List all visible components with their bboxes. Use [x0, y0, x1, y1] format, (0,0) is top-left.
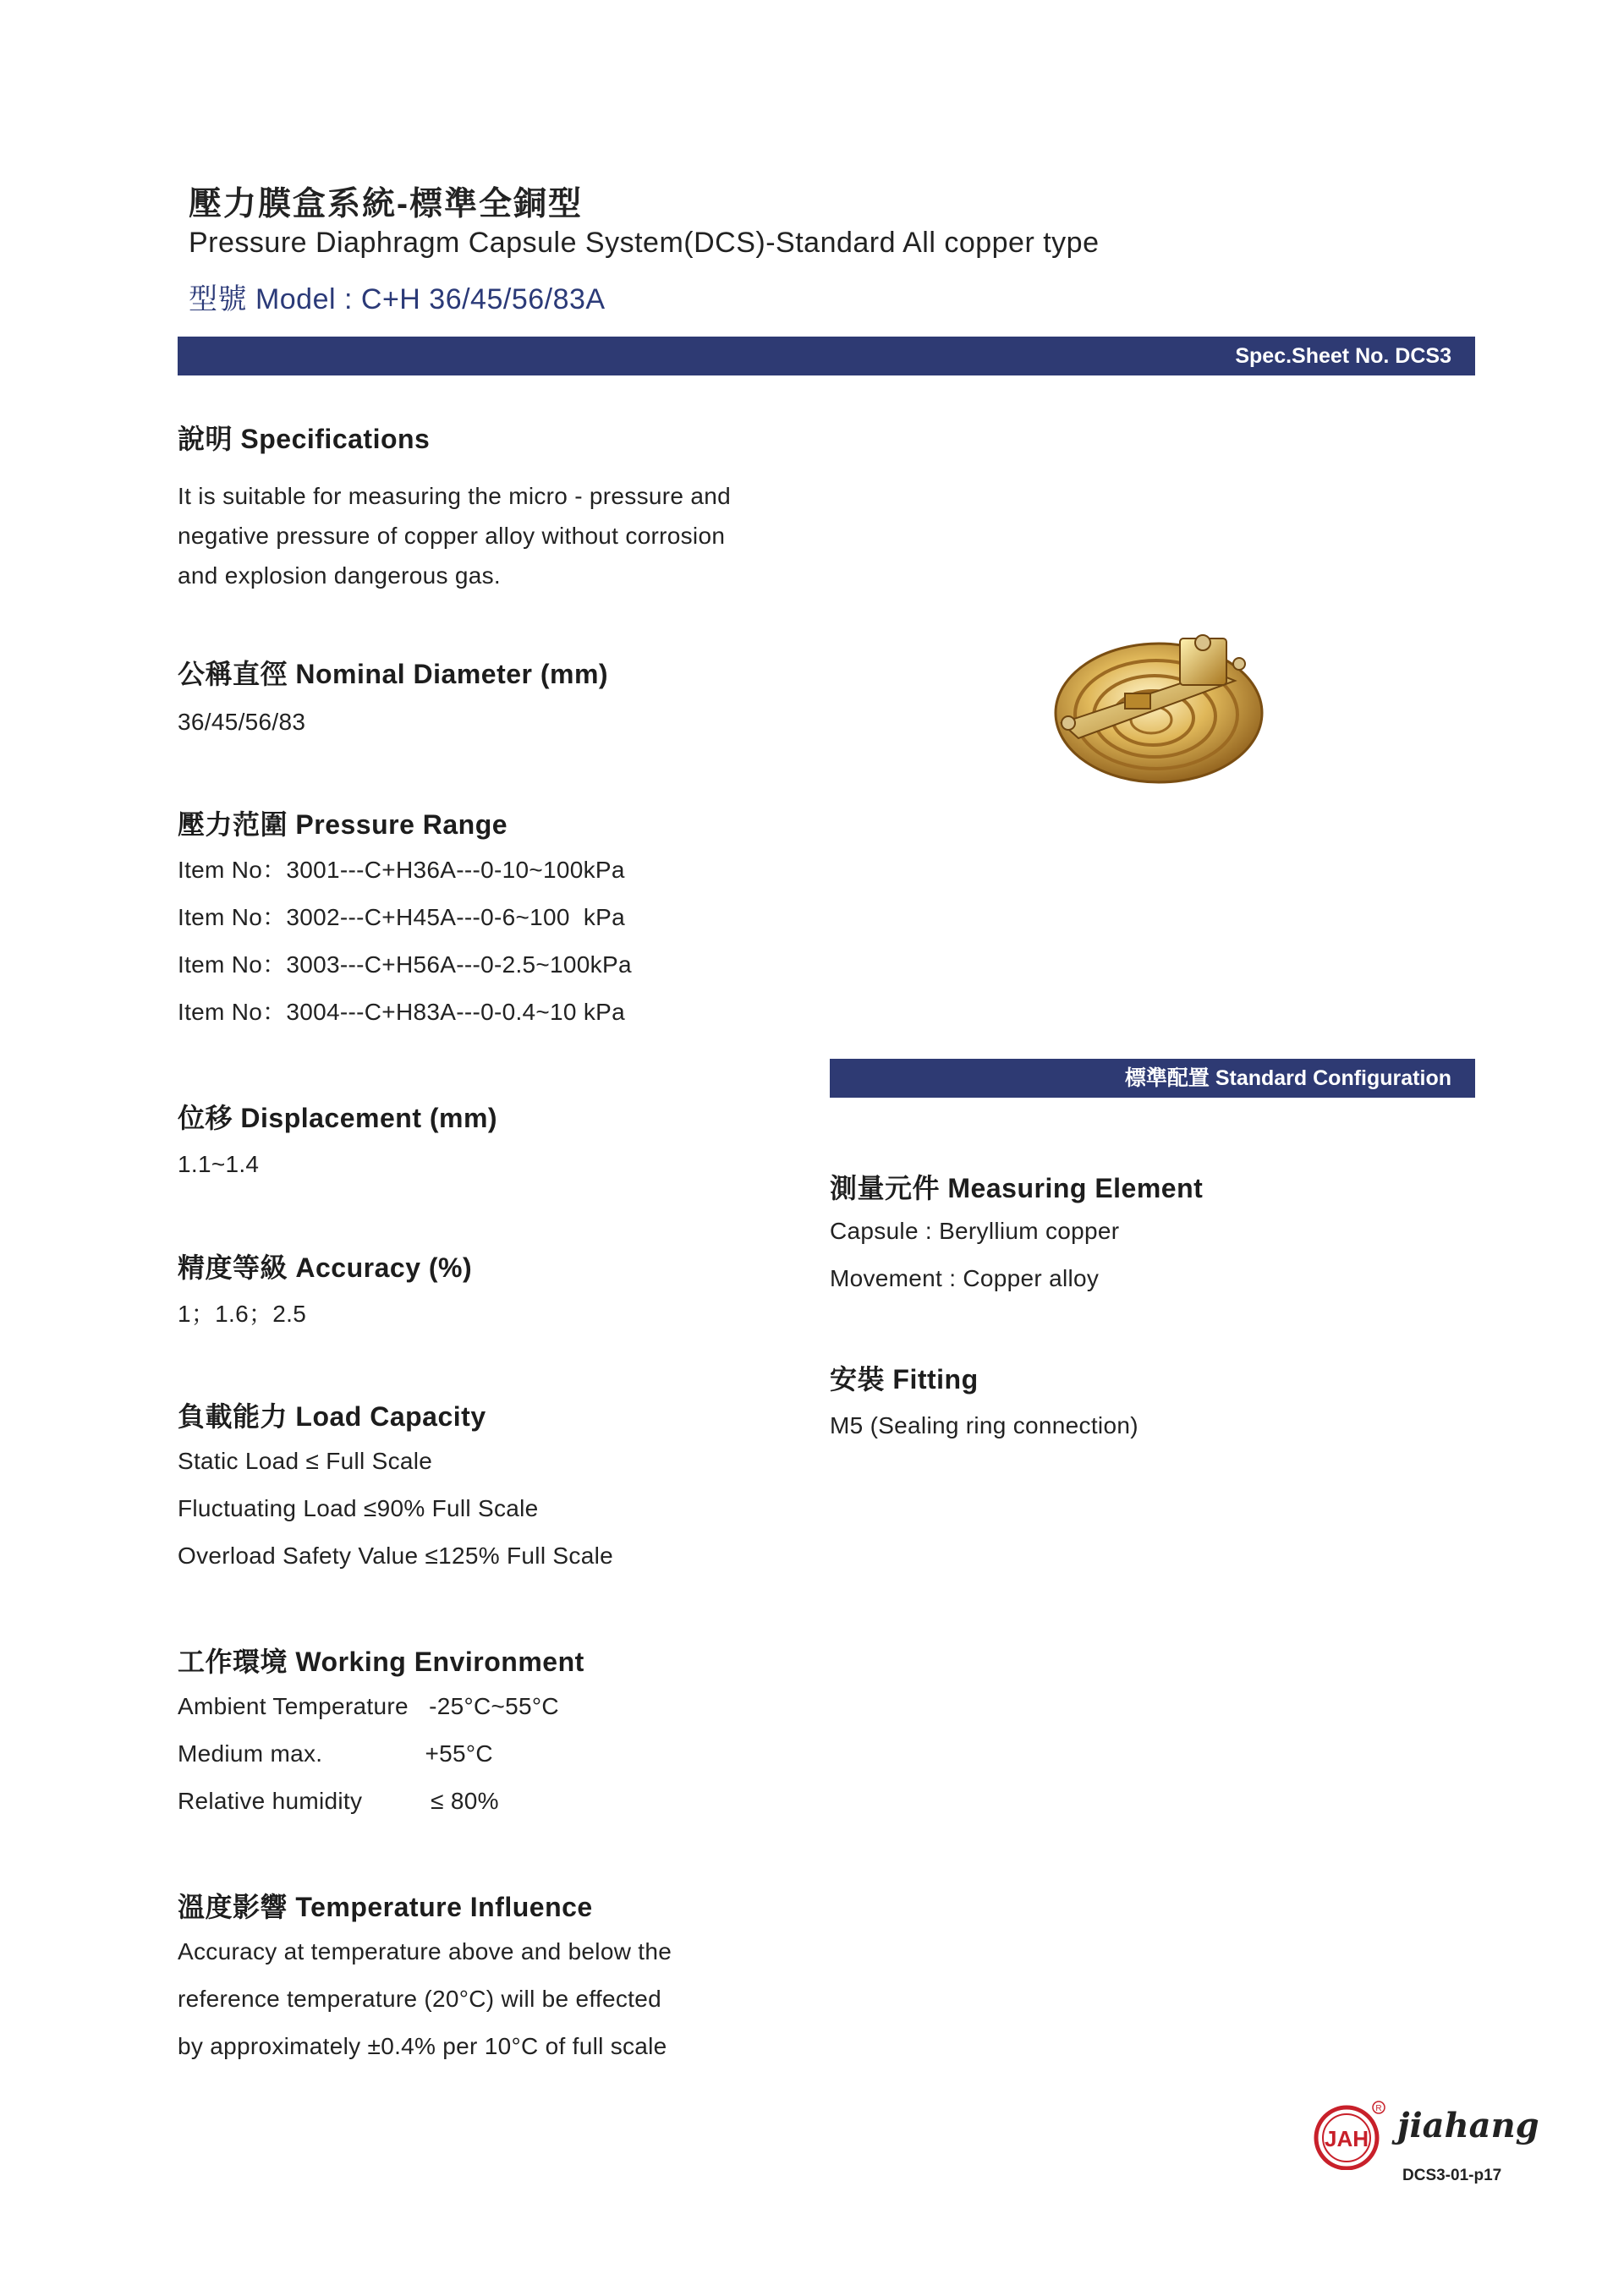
environment-item: Relative humidity ≤ 80% [178, 1788, 499, 1814]
measuring-element-list [830, 1208, 1119, 1302]
measuring-item: Capsule : Beryllium copper [830, 1218, 1120, 1244]
fitting-value: M5 (Sealing ring connection) [830, 1412, 1138, 1438]
svg-text:R: R [1375, 2104, 1382, 2113]
temperature-line: by approximately ±0.4% per 10°C of full scale [178, 2033, 667, 2059]
brand-name: jiahang [1397, 2106, 1539, 2145]
jiahang-logo-icon [1313, 2099, 1387, 2170]
working-environment-heading: 工作環境 Working Environment [178, 1647, 584, 1677]
fitting-heading: 安裝 Fitting [830, 1364, 979, 1395]
temperature-line: Accuracy at temperature above and below the [178, 1938, 672, 1964]
load-item: Static Load ≤ Full Scale [178, 1448, 433, 1474]
pressure-item: Item No：3004---C+H83A---0-0.4~10 kPa [178, 999, 626, 1025]
spec-line: negative pressure of copper alloy without corrosion [178, 523, 726, 549]
displacement-heading: 位移 Displacement (mm) [178, 1103, 498, 1133]
spec-sheet-bar: Spec.Sheet No. DCS3 [178, 337, 1475, 375]
environment-item: Ambient Temperature -25°C~55°C [178, 1693, 559, 1719]
document-code: DCS3-01-p17 [1402, 2167, 1502, 2184]
pressure-item: Item No：3002---C+H45A---0-6~100 kPa [178, 904, 626, 930]
pressure-range-heading: 壓力范圍 Pressure Range [178, 809, 508, 840]
nominal-diameter-heading: 公稱直徑 Nominal Diameter (mm) [178, 659, 609, 689]
title-english: Pressure Diaphragm Capsule System(DCS)-Standard All copper type [189, 227, 1100, 259]
pressure-range-list [178, 847, 632, 1036]
model-number: 型號 Model : C+H 36/45/56/83A [189, 283, 606, 315]
pressure-item: Item No：3001---C+H36A---0-10~100kPa [178, 857, 625, 883]
environment-item: Medium max. +55°C [178, 1740, 493, 1767]
temperature-influence-text [178, 1928, 672, 2070]
title-chinese: 壓力膜盒系統-標準全銅型 [189, 186, 583, 222]
load-item: Fluctuating Load ≤90% Full Scale [178, 1495, 539, 1521]
displacement-value: 1.1~1.4 [178, 1151, 260, 1177]
specifications-text [178, 476, 731, 595]
svg-text:JAH: JAH [1324, 2126, 1369, 2151]
spec-line: and explosion dangerous gas. [178, 562, 502, 589]
standard-configuration-bar: 標準配置 Standard Configuration [830, 1059, 1475, 1098]
load-capacity-list [178, 1438, 613, 1580]
measuring-element-heading: 測量元件 Measuring Element [830, 1173, 1204, 1203]
pressure-item: Item No：3003---C+H56A---0-2.5~100kPa [178, 951, 632, 978]
load-item: Overload Safety Value ≤125% Full Scale [178, 1543, 613, 1569]
temperature-influence-heading: 溫度影響 Temperature Influence [178, 1892, 593, 1922]
spec-line: It is suitable for measuring the micro - pressure and [178, 483, 731, 509]
capsule-product-image [1045, 622, 1273, 791]
nominal-diameter-value: 36/45/56/83 [178, 709, 306, 735]
specifications-heading: 說明 Specifications [178, 424, 431, 454]
load-capacity-heading: 負載能力 Load Capacity [178, 1401, 486, 1432]
accuracy-value: 1；1.6；2.5 [178, 1301, 307, 1327]
measuring-item: Movement : Copper alloy [830, 1265, 1100, 1291]
accuracy-heading: 精度等級 Accuracy (%) [178, 1252, 473, 1283]
working-environment-list [178, 1683, 559, 1825]
temperature-line: reference temperature (20°C) will be effected [178, 1986, 662, 2012]
